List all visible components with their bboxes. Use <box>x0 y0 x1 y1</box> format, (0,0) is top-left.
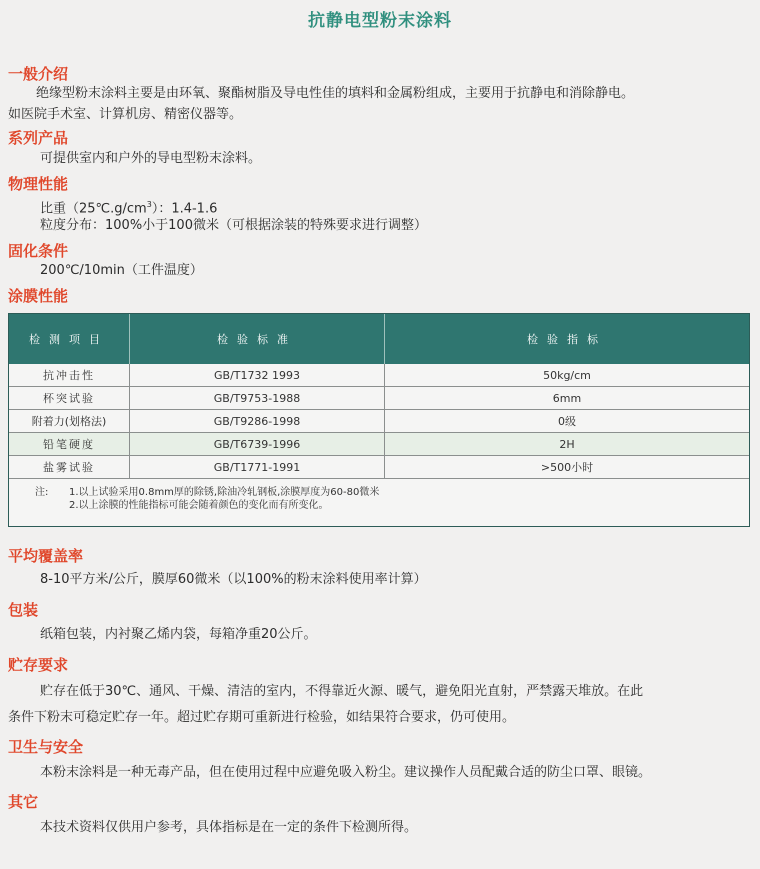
header-value: 检验指标 <box>385 314 750 364</box>
section-heading-curing: 固化条件 <box>8 242 69 260</box>
table-row <box>9 364 749 387</box>
section-heading-storage: 贮存要求 <box>8 656 69 674</box>
note-label: 注: <box>35 487 49 498</box>
film-performance-table-box <box>8 313 750 527</box>
section-heading-other: 其它 <box>8 793 39 811</box>
general-line-2: 如医院手术室、计算机房、精密仪器等。 <box>8 107 243 122</box>
table-row <box>9 456 749 479</box>
section-heading-safety: 卫生与安全 <box>8 738 84 756</box>
section-heading-physical: 物理性能 <box>8 175 69 193</box>
film-performance-table <box>9 314 749 479</box>
note-line-1: 1.以上试验采用0.8mm厚的除锈,除油冷轧钢板,涂膜厚度为60-80微米 <box>69 487 380 498</box>
section-heading-film: 涂膜性能 <box>8 287 69 305</box>
curing-line-1: 200℃/10min（工件温度） <box>40 263 203 278</box>
row-value: 0级 <box>385 410 750 433</box>
row-value: 6mm <box>385 387 750 410</box>
general-line-1: 绝缘型粉末涂料主要是由环氧、聚酯树脂及导电性佳的填料和金属粉组成，主要用于抗静电和消除静电。 <box>36 86 635 101</box>
density-suffix: ）：1.4-1.6 <box>151 201 218 217</box>
row-value: 50kg/cm <box>385 364 750 387</box>
storage-line-2: 条件下粉末可稳定贮存一年。超过贮存期可重新进行检验，如结果符合要求，仍可使用。 <box>8 710 516 725</box>
packaging-line-1: 纸箱包装，内衬聚乙烯内袋，每箱净重20公斤。 <box>40 627 317 642</box>
header-standard: 检验标准 <box>130 314 385 364</box>
row-value: 2H <box>385 433 750 456</box>
row-value: >500小时 <box>385 456 750 479</box>
note-line-2: 2.以上涂膜的性能指标可能会随着颜色的变化而有所变化。 <box>69 500 329 511</box>
particle-line: 粒度分布：100%小于100微米（可根据涂装的特殊要求进行调整） <box>40 218 427 233</box>
table-row <box>9 387 749 410</box>
series-line-1: 可提供室内和户外的导电型粉末涂料。 <box>40 151 262 166</box>
table-header-row <box>9 314 749 364</box>
row-item: 铅笔硬度 <box>9 433 130 456</box>
header-item: 检测项目 <box>9 314 130 364</box>
section-heading-packaging: 包装 <box>8 601 39 619</box>
density-prefix: 比重（25℃.g/cm <box>40 201 147 217</box>
density-sup: 3 <box>146 200 152 209</box>
row-standard: GB/T9286-1998 <box>130 410 385 433</box>
page-title: 抗静电型粉末涂料 <box>308 11 452 31</box>
row-standard: GB/T1732 1993 <box>130 364 385 387</box>
safety-line-1: 本粉末涂料是一种无毒产品，但在使用过程中应避免吸入粉尘。建议操作人员配戴合适的防尘口罩、眼镜。 <box>40 765 652 780</box>
row-item: 抗冲击性 <box>9 364 130 387</box>
storage-line-1: 贮存在低于30℃、通风、干燥、清洁的室内，不得靠近火源、暖气，避免阳光直射，严禁露天堆放。在此 <box>40 684 644 699</box>
coverage-line-1: 8-10平方米/公斤，膜厚60微米（以100%的粉末涂料使用率计算） <box>40 572 427 587</box>
row-item: 杯突试验 <box>9 387 130 410</box>
section-heading-coverage: 平均覆盖率 <box>8 547 84 565</box>
row-standard: GB/T9753-1988 <box>130 387 385 410</box>
table-row <box>9 433 749 456</box>
density-line <box>40 196 217 218</box>
other-line-1: 本技术资料仅供用户参考，具体指标是在一定的条件下检测所得。 <box>40 820 418 835</box>
section-heading-general: 一般介绍 <box>8 65 69 83</box>
row-standard: GB/T1771-1991 <box>130 456 385 479</box>
section-heading-series: 系列产品 <box>8 129 69 147</box>
row-item: 附着力(划格法) <box>9 410 130 433</box>
row-item: 盐雾试验 <box>9 456 130 479</box>
row-standard: GB/T6739-1996 <box>130 433 385 456</box>
table-row <box>9 410 749 433</box>
